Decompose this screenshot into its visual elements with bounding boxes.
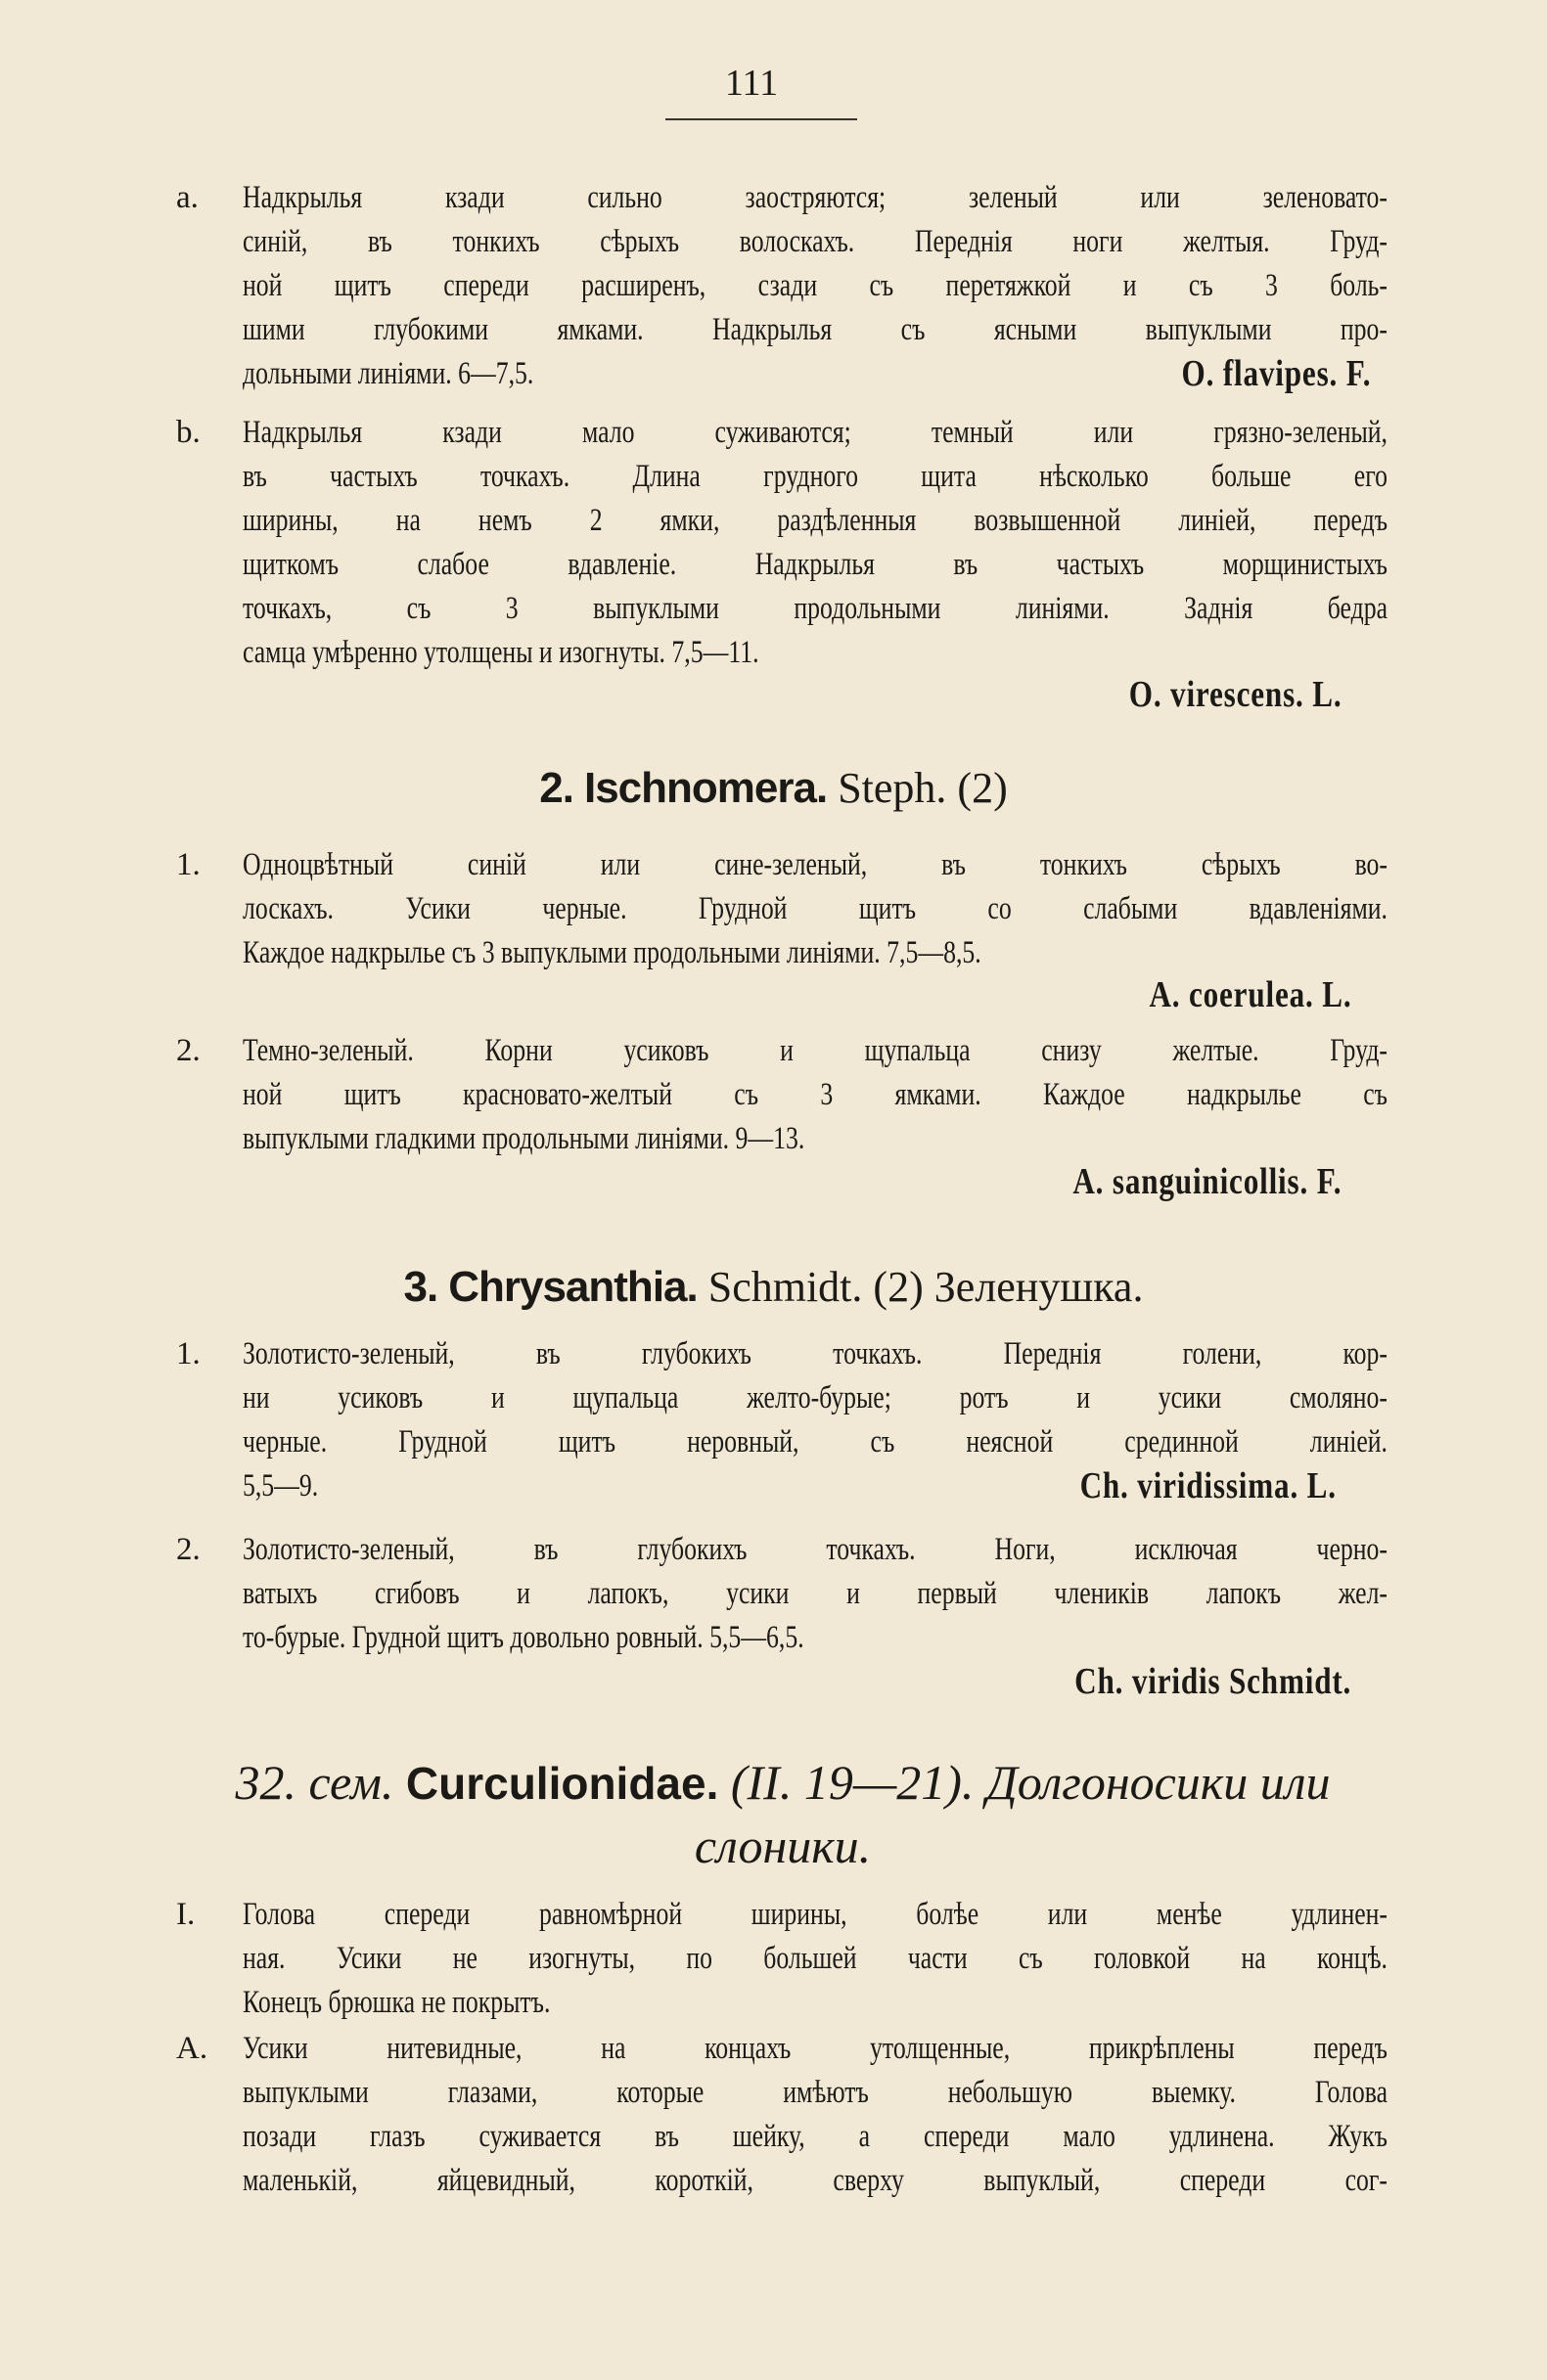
text-line: Каждое надкрылье съ 3 выпуклыми продольными линіями. 7,5—8,5. [243, 935, 981, 970]
family-common-name: Долгоносики или [985, 1755, 1331, 1810]
text-line: ная. Усики не изогнуты, по большей части съ головкой на концѣ. [243, 1941, 1388, 1976]
text-line: точкахъ, съ 3 выпуклыми продольными линіями. Заднія бедра [243, 591, 1388, 626]
genus-name: Ischnomera. [583, 764, 828, 812]
species-name: O. virescens. L. [1128, 674, 1342, 715]
entry-marker: I. [176, 1897, 196, 1932]
species-name: A. coerulea. L. [1148, 974, 1351, 1015]
text-line: ной щитъ спереди расширенъ, сзади съ перетяжкой и съ 3 боль- [243, 268, 1388, 303]
text-line: маленькій, яйцевидный, короткій, сверху выпуклый, спереди сог- [243, 2163, 1388, 2198]
genus-species-count: (2) [873, 1263, 924, 1311]
entry-text [243, 1893, 1388, 2025]
genus-number: 2. [539, 764, 573, 812]
entry-text [243, 1528, 1388, 1660]
text-line: позади глазъ суживается въ шейку, а спереди мало удлинена. Жукъ [243, 2119, 1388, 2154]
page-number-rule [665, 118, 857, 120]
entry-marker: b. [176, 415, 201, 450]
text-line: Конецъ брюшка не покрытъ. [243, 1985, 551, 2020]
text-line: то-бурые. Грудной щитъ довольно ровный. 5,5—6,5. [243, 1620, 804, 1655]
text-line: Надкрылья кзади сильно заостряются; зеленый или зеленовато- [243, 180, 1388, 215]
text-line: шими глубокими ямками. Надкрылья съ ясными выпуклыми про- [243, 312, 1388, 347]
key-entry-I [176, 1893, 1389, 2025]
genus-heading [0, 761, 1547, 816]
key-entry-b [176, 411, 1389, 675]
key-entry-1 [176, 843, 1389, 975]
genus-number: 3. [403, 1263, 438, 1311]
text-line: ватыхъ сгибовъ и лапокъ, усики и первый члеників лапокъ жел- [243, 1576, 1388, 1611]
entry-text [243, 2027, 1388, 2203]
text-line: ни усиковъ и щупальца желто-бурые; ротъ и усики смоляно- [243, 1380, 1388, 1415]
text-line: самца умѣренно утолщены и изогнуты. 7,5—11. [243, 635, 759, 670]
text-line: Темно-зеленый. Корни усиковъ и щупальца снизу желтые. Груд- [243, 1033, 1388, 1068]
entry-marker: 1. [176, 847, 201, 882]
text-line: въ частыхъ точкахъ. Длина грудного щита нѣсколько больше его [243, 459, 1388, 494]
entry-marker: 1. [176, 1336, 201, 1371]
text-line: ширины, на немъ 2 ямки, раздѣленныя возвышенной линіей, передъ [243, 503, 1388, 538]
entry-marker: A. [176, 2031, 208, 2066]
text-line: 5,5—9. [243, 1468, 319, 1504]
family-name: Curculionidae. [405, 1758, 719, 1809]
species-name: A. sanguinicollis. F. [1072, 1161, 1342, 1202]
species-name: O. flavipes. F. [1181, 353, 1371, 394]
genus-author: Steph. [838, 764, 947, 812]
key-entry-2 [176, 1029, 1389, 1161]
text-line: Золотисто-зеленый, въ глубокихъ точкахъ. Ноги, исключая черно- [243, 1532, 1388, 1567]
text-line: черные. Грудной щитъ неровный, съ неясной срединной линіей. [243, 1424, 1388, 1459]
text-line: ной щитъ красновато-желтый съ 3 ямками. Каждое надкрылье съ [243, 1077, 1388, 1112]
family-reference: (II. 19—21). [730, 1755, 975, 1810]
text-line: Надкрылья кзади мало суживаются; темный или грязно-зеленый, [243, 415, 1388, 450]
family-heading [176, 1751, 1389, 1877]
text-line: Золотисто-зеленый, въ глубокихъ точкахъ. Переднія голени, кор- [243, 1336, 1388, 1371]
text-line: Одноцвѣтный синій или сине-зеленый, въ тонкихъ сѣрыхъ во- [243, 847, 1388, 882]
text-line: Голова спереди равномѣрной ширины, болѣе или менѣе удлинен- [243, 1897, 1388, 1932]
entry-text [243, 843, 1388, 975]
text-line: выпуклыми гладкими продольными линіями. 9—13. [243, 1121, 805, 1156]
genus-author: Schmidt. [707, 1263, 863, 1311]
family-number: 32. [235, 1755, 296, 1810]
key-entry-A [176, 2027, 1389, 2203]
text-line: Усики нитевидные, на концахъ утолщенные, прикрѣплены передъ [243, 2031, 1388, 2066]
entry-marker: 2. [176, 1033, 201, 1068]
page-number: 111 [724, 63, 779, 104]
key-entry-2 [176, 1528, 1389, 1660]
text-line: дольными линіями. 6—7,5. [243, 356, 534, 391]
text-line: синій, въ тонкихъ сѣрыхъ волоскахъ. Переднія ноги желтыя. Груд- [243, 224, 1388, 259]
entry-text [243, 411, 1388, 675]
family-common-name-cont: слоники. [694, 1819, 872, 1873]
entry-marker: a. [176, 180, 199, 215]
entry-text [243, 1029, 1388, 1161]
genus-name: Chrysanthia. [448, 1263, 698, 1311]
text-line: щиткомъ слабое вдавленіе. Надкрылья въ частыхъ морщинистыхъ [243, 547, 1388, 582]
genus-species-count: (2) [957, 764, 1008, 812]
text-line: выпуклыми глазами, которые имѣютъ небольшую выемку. Голова [243, 2075, 1388, 2110]
family-label: сем. [308, 1755, 394, 1810]
species-name: Ch. viridissima. L. [1079, 1465, 1337, 1506]
species-name: Ch. viridis Schmidt. [1073, 1661, 1351, 1702]
genus-heading [0, 1260, 1547, 1315]
genus-common-name: Зеленушка. [933, 1263, 1144, 1311]
text-line: лоскахъ. Усики черные. Грудной щитъ со слабыми вдавленіями. [243, 891, 1388, 926]
entry-marker: 2. [176, 1532, 201, 1567]
